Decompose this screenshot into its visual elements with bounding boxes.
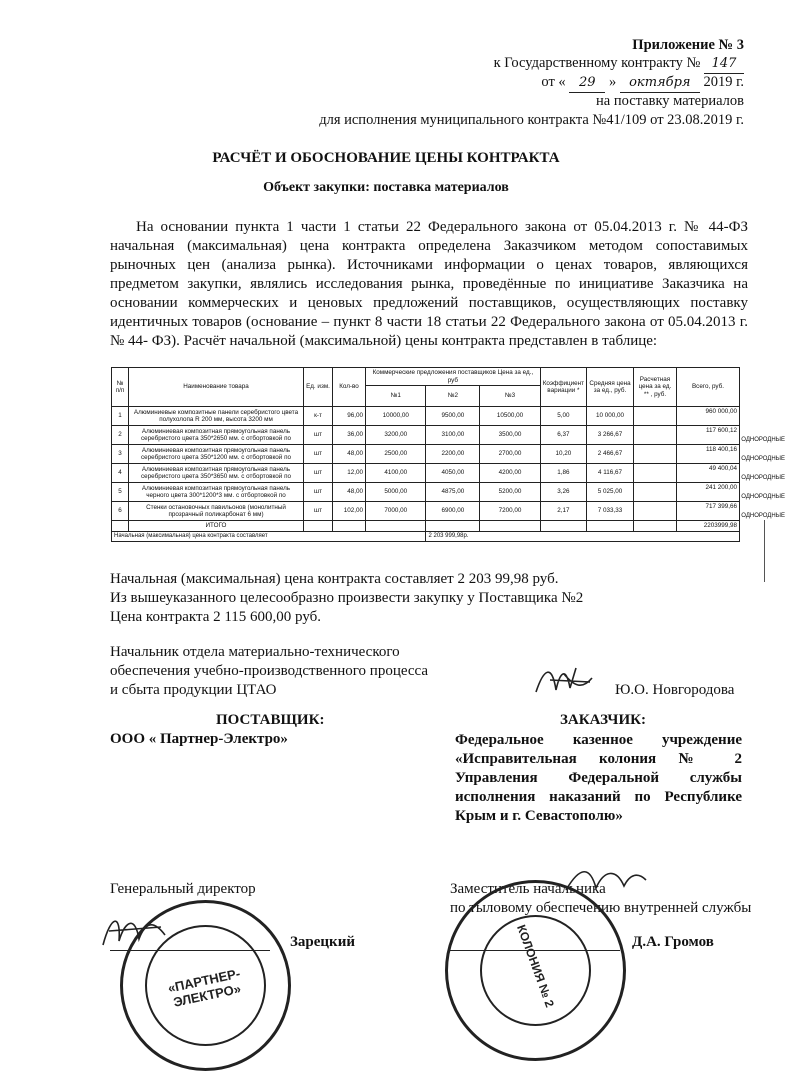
- table-row: [112, 407, 740, 426]
- cell-o2: 2200,00: [426, 445, 480, 464]
- cell-o2: 6900,00: [426, 502, 480, 521]
- summary-label: Начальная (максимальная) цена контракта составляет: [112, 531, 426, 542]
- cell-avg: 2 466,67: [587, 445, 634, 464]
- date-prefix: от «: [541, 74, 566, 90]
- cell-o2: 3100,00: [426, 426, 480, 445]
- cell-unit: шт: [304, 426, 333, 445]
- col-calc: Расчетная цена за ед. ** , руб.: [634, 368, 677, 407]
- cell-name: Алюминиевая композитная прямоугольная панель черного цвета 300*1200*3 мм. с отбортовкой по: [129, 483, 304, 502]
- price-statement: Начальная (максимальная) цена контракта составляет 2 203 99,98 руб.: [110, 571, 559, 587]
- cell-unit: к-т: [304, 407, 333, 426]
- total-label: ИТОГО: [129, 521, 304, 532]
- cell-o3: 5200,00: [480, 483, 541, 502]
- supplier-stamp-text: «ПАРТНЕР-ЭЛЕКТРО»: [166, 965, 243, 1010]
- customer-stamp: [445, 880, 626, 1061]
- supplier-name: Зарецкий: [290, 934, 355, 950]
- cell-name: Алюминиевая композитная прямоугольная панель серебристого цвета 350*1200 мм. с отбортовкой по: [129, 445, 304, 464]
- price-table: [111, 367, 785, 542]
- official-signature: [530, 660, 600, 700]
- subject-line: на поставку материалов: [596, 93, 744, 109]
- cell-unit: шт: [304, 483, 333, 502]
- col-qty: Кол-во: [333, 368, 366, 407]
- cell-avg: 10 000,00: [587, 407, 634, 426]
- table-row: [112, 483, 740, 502]
- cell-o3: 7200,00: [480, 502, 541, 521]
- cell-unit: шт: [304, 464, 333, 483]
- cell-coef: 3,26: [540, 483, 586, 502]
- cell-avg: 7 033,33: [587, 502, 634, 521]
- col-offer-1: №1: [366, 386, 426, 407]
- cell-calc: [634, 426, 677, 445]
- contract-number: 147: [704, 55, 744, 74]
- official-name: Ю.О. Новгородова: [615, 682, 735, 698]
- cell-tag: ОДНОРОДНЫЕ: [741, 436, 785, 443]
- procurement-object: Объект закупки: поставка материалов: [263, 180, 509, 195]
- cell-tag: ОДНОРОДНЫЕ: [741, 455, 785, 462]
- cell-total: 117 600,12 ОДНОРОДНЫЕ: [677, 426, 740, 445]
- col-unit: Ед. изм.: [304, 368, 333, 407]
- total-value: 2203999,98: [677, 521, 740, 532]
- date-day: 29: [569, 74, 605, 93]
- cell-qty: 36,00: [333, 426, 366, 445]
- table-row: [112, 426, 740, 445]
- cell-o1: 2500,00: [366, 445, 426, 464]
- cell-name: Алюминиевая композитная прямоугольная панель серебристого цвета 350*2650 мм. с отбортовкой по: [129, 426, 304, 445]
- cell-tag: ОДНОРОДНЫЕ: [741, 512, 785, 519]
- municipal-contract-line: для исполнения муниципального контракта №41/109 от 23.08.2019 г.: [319, 112, 744, 128]
- date-month: октября: [620, 74, 700, 93]
- cell-avg: 3 266,67: [587, 426, 634, 445]
- col-offer-3: №3: [480, 386, 541, 407]
- cell-o2: 4050,00: [426, 464, 480, 483]
- cell-o3: 4200,00: [480, 464, 541, 483]
- cell-o1: 7000,00: [366, 502, 426, 521]
- customer-name: Д.А. Громов: [632, 934, 714, 950]
- cell-avg: 5 025,00: [587, 483, 634, 502]
- contract-reference: [494, 54, 744, 74]
- appendix-title: Приложение № 3: [632, 37, 744, 53]
- official-position-3: и сбыта продукции ЦТАО: [110, 682, 277, 698]
- cell-total: 49 400,04 ОДНОРОДНЫЕ: [677, 464, 740, 483]
- cell-total: 717 399,66 ОДНОРОДНЫЕ: [677, 502, 740, 521]
- cell-tag: ОДНОРОДНЫЕ: [741, 493, 785, 500]
- col-name: Наименование товара: [129, 368, 304, 407]
- cell-coef: 2,17: [540, 502, 586, 521]
- cell-calc: [634, 445, 677, 464]
- official-position-2: обеспечения учебно-производственного процесса: [110, 663, 429, 679]
- summary-value: 2 203 999,98р.: [426, 531, 740, 542]
- contract-price: Цена контракта 2 115 600,00 руб.: [110, 609, 322, 625]
- cell-no: 3: [112, 445, 129, 464]
- cell-coef: 5,00: [540, 407, 586, 426]
- contract-reference-label: к Государственному контракту №: [493, 55, 701, 71]
- cell-no: 5: [112, 483, 129, 502]
- cell-qty: 12,00: [333, 464, 366, 483]
- cell-avg: 4 116,67: [587, 464, 634, 483]
- cell-calc: [634, 502, 677, 521]
- cell-qty: 96,00: [333, 407, 366, 426]
- purchase-decision: Из вышеуказанного целесообразно произвести закупку у Поставщика №2: [110, 590, 584, 606]
- table-row: [112, 464, 740, 483]
- cell-name: Алюминиевая композитная прямоугольная панель серебристого цвета 350*3650 мм. с отбортовкой по: [129, 464, 304, 483]
- cell-o1: 5000,00: [366, 483, 426, 502]
- cell-coef: 6,37: [540, 426, 586, 445]
- cell-o1: 3200,00: [366, 426, 426, 445]
- cell-o1: 4100,00: [366, 464, 426, 483]
- cell-no: 4: [112, 464, 129, 483]
- cell-name: Стенки остановочных павильонов (монолитный прозрачный поликарбонат 6 мм): [129, 502, 304, 521]
- cell-coef: 1,86: [540, 464, 586, 483]
- customer-position-2: по тыловому обеспечению внутренней службы: [450, 900, 752, 916]
- customer-heading: ЗАКАЗЧИК:: [560, 712, 646, 728]
- cell-calc: [634, 483, 677, 502]
- date-quote: »: [608, 74, 617, 90]
- cell-total: 118 400,16 ОДНОРОДНЫЕ: [677, 445, 740, 464]
- col-offer-2: №2: [426, 386, 480, 407]
- cell-unit: шт: [304, 502, 333, 521]
- cell-tag: ОДНОРОДНЫЕ: [741, 474, 785, 481]
- cell-o3: 3500,00: [480, 426, 541, 445]
- cell-unit: шт: [304, 445, 333, 464]
- cell-qty: 48,00: [333, 445, 366, 464]
- cell-o3: 10500,00: [480, 407, 541, 426]
- cell-qty: 48,00: [333, 483, 366, 502]
- customer-position-1: Заместитель начальника: [450, 881, 606, 897]
- cell-name: Алюминиевые композитные панели серебристого цвета полухолопа R 200 мм, высота 3200 мм: [129, 407, 304, 426]
- intro-paragraph: На основании пункта 1 части 1 статьи 22 Федерального закона от 05.04.2013 г. № 44-ФЗ начальная (максимальная) цена контракта определена Заказчиком методом сопоставимых рыночных цен (анализа рынка). Источниками информации о ценах товаров, являющихся предметом закупки, являлись исследования рынка, проведённые по инициативе Заказчика на основании коммерческих и ценовых предложений поставщиков, осуществляющих поставку идентичных товаров (основание – пункт 8 части 18 статьи 22 Федерального закона от 05.04.2013 г. № 44- ФЗ). Расчёт начальной (максимальной) цены контракта представлен в таблице:: [110, 219, 748, 349]
- col-coef: Коэффициент вариации *: [540, 368, 586, 407]
- date-year: 2019 г.: [703, 74, 744, 90]
- cell-calc: [634, 407, 677, 426]
- cell-qty: 102,00: [333, 502, 366, 521]
- table-row: [112, 445, 740, 464]
- cell-total: 960 000,00: [677, 407, 740, 426]
- customer-stamp-text: КОЛОНИЯ № 2: [514, 922, 557, 1010]
- supplier-position: Генеральный директор: [110, 881, 256, 897]
- table-row: [112, 502, 740, 521]
- cell-coef: 10,20: [540, 445, 586, 464]
- cell-o3: 2700,00: [480, 445, 541, 464]
- col-no: № п/п: [112, 368, 129, 407]
- contract-date: [541, 73, 744, 93]
- cell-total: 241 200,00 ОДНОРОДНЫЕ: [677, 483, 740, 502]
- cell-o2: 4875,00: [426, 483, 480, 502]
- cell-calc: [634, 464, 677, 483]
- col-total: Всего, руб.: [677, 368, 740, 407]
- supplier-stamp: [120, 900, 291, 1071]
- col-offers: Коммерческие предложения поставщиков Цена за ед., руб: [366, 368, 541, 386]
- cell-o1: 10000,00: [366, 407, 426, 426]
- cell-no: 1: [112, 407, 129, 426]
- col-avg: Средняя цена за ед., руб.: [587, 368, 634, 407]
- customer-org: Федеральное казенное учреждение «Исправительная колония № 2 Управления Федеральной службы исполнения наказаний по Республике Крым и г. Севастополю»: [455, 732, 742, 824]
- scan-edge-marks: [764, 520, 773, 582]
- cell-no: 2: [112, 426, 129, 445]
- cell-no: 6: [112, 502, 129, 521]
- document-title: РАСЧЁТ И ОБОСНОВАНИЕ ЦЕНЫ КОНТРАКТА: [212, 150, 560, 166]
- cell-o2: 9500,00: [426, 407, 480, 426]
- supplier-heading: ПОСТАВЩИК:: [216, 712, 325, 728]
- official-position-1: Начальник отдела материально-технического: [110, 644, 400, 660]
- supplier-org: ООО « Партнер-Электро»: [110, 731, 288, 747]
